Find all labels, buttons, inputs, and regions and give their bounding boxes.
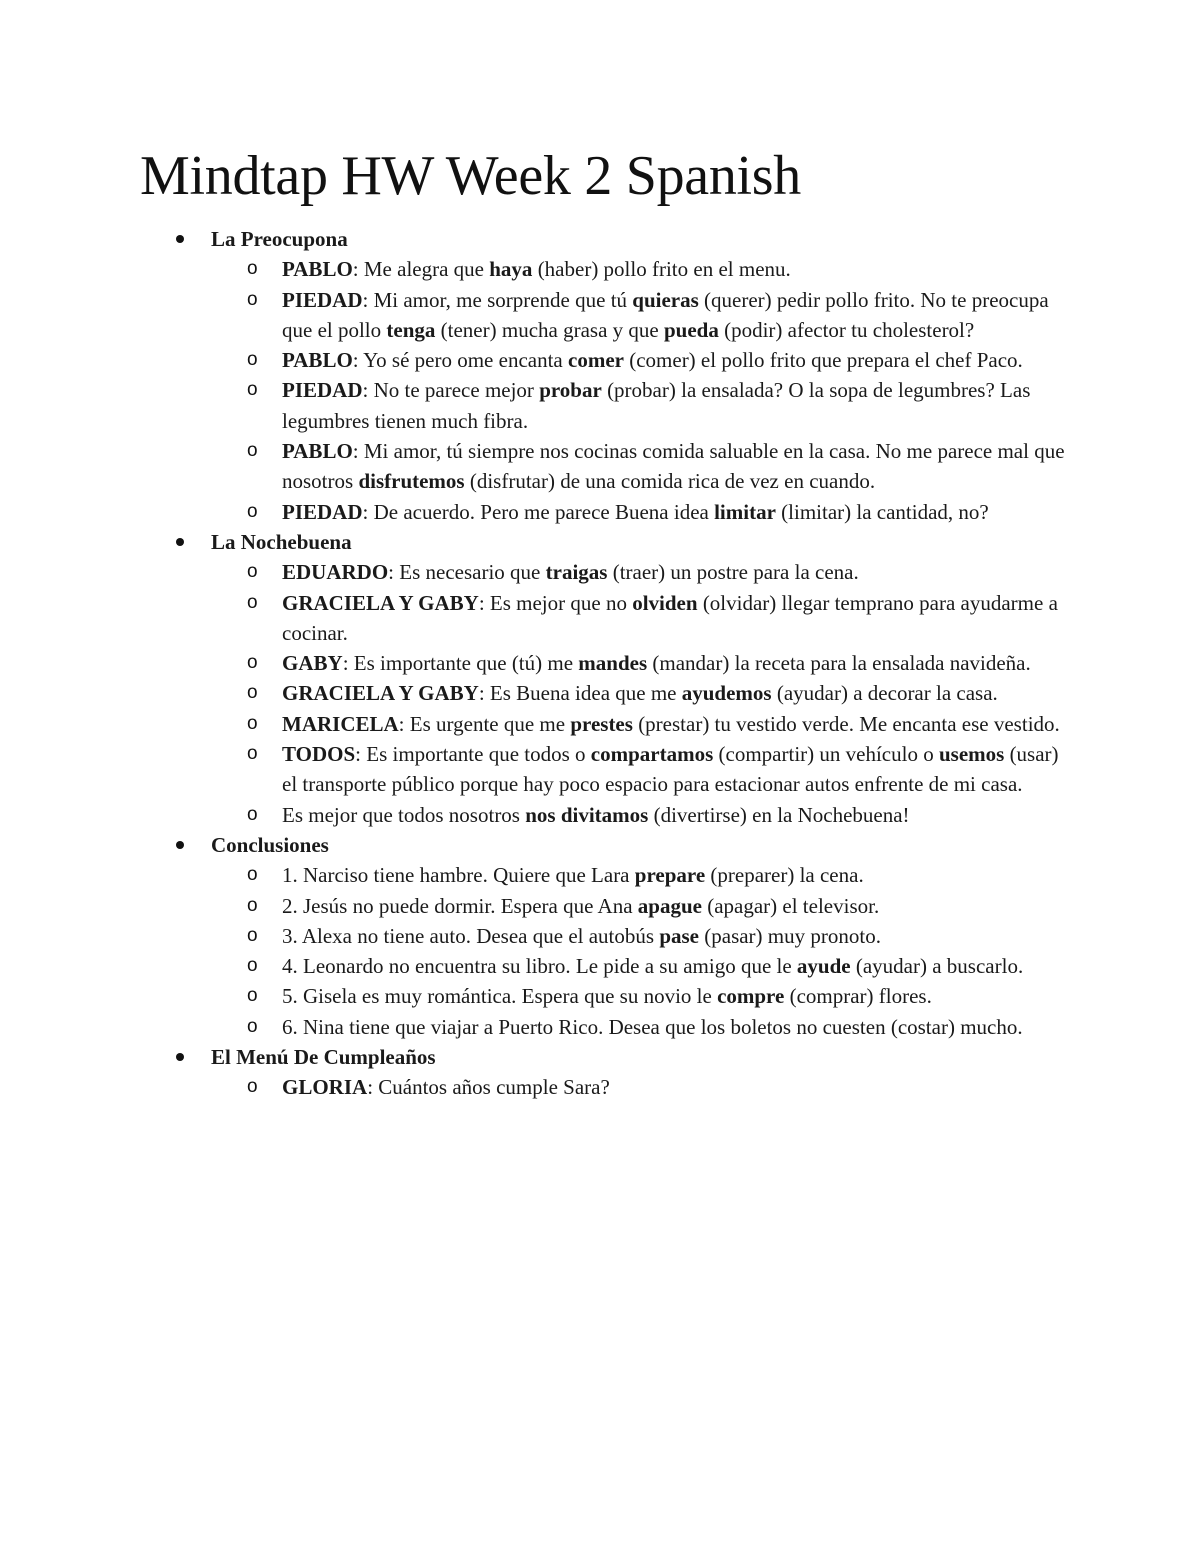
text-run: 4. Leonardo no encuentra su libro. Le pide a su amigo que le xyxy=(282,954,797,979)
text-run: (prestar) tu vestido verde. Me encanta ese vestido. xyxy=(632,711,1060,736)
section-list xyxy=(0,224,1200,1103)
list-item xyxy=(211,891,1072,921)
circle-bullet-icon: o xyxy=(247,743,258,765)
circle-bullet-icon: o xyxy=(247,955,258,977)
text-run: : Cuántos años cumple Sara? xyxy=(367,1075,610,1100)
circle-bullet-icon: o xyxy=(247,864,258,886)
circle-bullet-icon: o xyxy=(247,440,258,462)
bold-text: ayudemos xyxy=(681,681,772,706)
item-list xyxy=(211,557,1200,830)
item-text xyxy=(282,984,932,1008)
item-text xyxy=(282,560,859,584)
item-text xyxy=(282,924,881,948)
section-heading: Conclusiones xyxy=(211,832,329,857)
list-item xyxy=(211,860,1072,890)
text-run: (traer) un postre para la cena. xyxy=(607,560,859,585)
text-run: (limitar) la cantidad, no? xyxy=(775,499,989,524)
bold-text: GLORIA xyxy=(282,1075,368,1100)
text-run: : Es mejor que no xyxy=(478,590,633,615)
text-run: (divertirse) en la Nochebuena! xyxy=(648,802,910,827)
bold-text: GRACIELA Y GABY xyxy=(282,681,479,706)
item-text xyxy=(282,863,864,887)
circle-bullet-icon: o xyxy=(247,985,258,1007)
list-item xyxy=(211,375,1072,436)
section xyxy=(0,830,1200,1042)
text-run: (olvidar) llegar temprano para ayudarme a cocinar. xyxy=(282,590,1058,645)
page-title: Mindtap HW Week 2 Spanish xyxy=(140,145,801,207)
bold-text: disfrutemos xyxy=(358,469,465,494)
list-item xyxy=(211,254,1072,284)
item-text xyxy=(282,803,910,827)
item-text xyxy=(282,894,879,918)
text-run: (comprar) flores. xyxy=(784,984,932,1009)
circle-bullet-icon: o xyxy=(247,924,258,946)
circle-bullet-icon: o xyxy=(247,894,258,916)
bold-text: MARICELA xyxy=(282,711,399,736)
circle-bullet-icon: o xyxy=(247,652,258,674)
bullet-icon xyxy=(176,538,184,546)
text-run: (disfrutar) de una comida rica de vez en cuando. xyxy=(464,469,876,494)
circle-bullet-icon: o xyxy=(247,349,258,371)
bold-text: compre xyxy=(717,984,785,1009)
bold-text: GABY xyxy=(282,651,343,676)
list-item xyxy=(211,921,1072,951)
item-text xyxy=(282,712,1060,736)
text-run: 1. Narciso tiene hambre. Quiere que Lara xyxy=(282,863,635,888)
text-run: (preparer) la cena. xyxy=(705,863,864,888)
text-run: : Es importante que todos o xyxy=(355,742,591,767)
list-item xyxy=(211,497,1072,527)
text-run: 3. Alexa no tiene auto. Desea que el autobús xyxy=(282,923,660,948)
item-text xyxy=(282,257,791,281)
text-run: (tener) mucha grasa y que xyxy=(435,317,664,342)
bold-text: PIEDAD xyxy=(282,287,363,312)
text-run: 5. Gisela es muy romántica. Espera que su novio le xyxy=(282,984,718,1009)
text-run: (comer) el pollo frito que prepara el chef Paco. xyxy=(623,348,1023,373)
text-run: : Es Buena idea que me xyxy=(478,681,682,706)
text-run: : Es necesario que xyxy=(388,560,546,585)
item-list xyxy=(211,254,1200,527)
text-run: : De acuerdo. Pero me parece Buena idea xyxy=(362,499,715,524)
text-run: (pasar) muy pronoto. xyxy=(699,923,881,948)
item-text xyxy=(282,1075,610,1099)
text-run: : Es importante que (tú) me xyxy=(342,651,579,676)
bold-text: PABLO xyxy=(282,257,353,282)
item-text xyxy=(282,591,1058,645)
text-run: (haber) pollo frito en el menu. xyxy=(532,257,791,282)
text-run: (mandar) la receta para la ensalada navideña. xyxy=(647,651,1031,676)
list-item xyxy=(211,1012,1072,1042)
text-run: 6. Nina tiene que viajar a Puerto Rico. Desea que los boletos no cuesten (costar) mucho. xyxy=(282,1014,1023,1039)
list-item xyxy=(211,557,1072,587)
item-text xyxy=(282,500,989,524)
item-list xyxy=(211,1072,1200,1102)
list-item xyxy=(211,648,1072,678)
bullet-icon xyxy=(176,1053,184,1061)
item-text xyxy=(282,681,998,705)
text-run: (podir) afector tu cholesterol? xyxy=(718,317,975,342)
bold-text: quieras xyxy=(632,287,699,312)
text-run: : Me alegra que xyxy=(352,257,490,282)
list-item xyxy=(211,709,1072,739)
circle-bullet-icon: o xyxy=(247,500,258,522)
list-item xyxy=(211,951,1072,981)
bold-text: mandes xyxy=(578,651,648,676)
text-run: (compartir) un vehículo o xyxy=(713,742,939,767)
bold-text: EDUARDO xyxy=(282,560,389,585)
item-text xyxy=(282,742,1059,796)
bold-text: prestes xyxy=(570,711,633,736)
list-item xyxy=(211,678,1072,708)
circle-bullet-icon: o xyxy=(247,682,258,704)
section-heading: La Preocupona xyxy=(211,227,348,251)
item-text xyxy=(282,954,1023,978)
circle-bullet-icon: o xyxy=(247,712,258,734)
bold-text: compartamos xyxy=(590,742,714,767)
text-run: (ayudar) a decorar la casa. xyxy=(771,681,998,706)
circle-bullet-icon: o xyxy=(247,288,258,310)
item-text xyxy=(282,378,1030,432)
item-text xyxy=(282,439,1065,493)
bold-text: TODOS xyxy=(282,742,356,767)
text-run: (usar) el transporte público porque hay poco espacio para estacionar autos enfrente de mi casa. xyxy=(282,742,1059,797)
bullet-icon xyxy=(176,235,184,243)
text-run: Es mejor que todos nosotros xyxy=(282,802,526,827)
bold-text: nos divitamos xyxy=(525,802,649,827)
text-run: (querer) pedir pollo frito. No te preocupa que el pollo xyxy=(282,287,1049,342)
text-run: : Mi amor, tú siempre nos cocinas comida saluable en la casa. No me parece mal que nosotros xyxy=(282,439,1065,494)
section xyxy=(0,527,1200,830)
item-text xyxy=(282,288,1049,342)
bold-text: probar xyxy=(539,378,602,403)
list-item xyxy=(211,345,1072,375)
text-run: (apagar) el televisor. xyxy=(701,893,880,918)
circle-bullet-icon: o xyxy=(247,258,258,280)
bold-text: ayude xyxy=(796,954,851,979)
bold-text: traigas xyxy=(545,560,608,585)
bold-text: PIEDAD xyxy=(282,378,363,403)
bold-text: tenga xyxy=(386,317,436,342)
bold-text: PABLO xyxy=(282,348,353,373)
bullet-icon xyxy=(176,841,184,849)
text-run: (ayudar) a buscarlo. xyxy=(850,954,1024,979)
list-item xyxy=(211,285,1072,346)
bold-text: pueda xyxy=(663,317,719,342)
list-item xyxy=(211,739,1072,800)
circle-bullet-icon: o xyxy=(247,561,258,583)
circle-bullet-icon: o xyxy=(247,803,258,825)
bold-text: limitar xyxy=(714,499,776,524)
section xyxy=(0,224,1200,527)
circle-bullet-icon: o xyxy=(247,379,258,401)
bold-text: usemos xyxy=(938,742,1005,767)
bold-text: GRACIELA Y GABY xyxy=(282,590,479,615)
text-run: 2. Jesús no puede dormir. Espera que Ana xyxy=(282,893,638,918)
list-item xyxy=(211,436,1072,497)
bold-text: pase xyxy=(659,923,699,948)
text-run: (probar) la ensalada? O la sopa de legumbres? Las legumbres tienen much fibra. xyxy=(282,378,1031,433)
section-heading: El Menú De Cumpleaños xyxy=(211,1045,436,1070)
text-run: : No te parece mejor xyxy=(362,378,540,403)
list-item xyxy=(211,981,1072,1011)
section-heading: La Nochebuena xyxy=(211,529,352,554)
text-run: : Yo sé pero ome encanta xyxy=(352,348,568,373)
list-item xyxy=(211,588,1072,649)
item-list xyxy=(211,860,1200,1042)
bold-text: haya xyxy=(489,257,533,282)
text-run: : Es urgente que me xyxy=(398,711,571,736)
circle-bullet-icon: o xyxy=(247,1076,258,1098)
item-text xyxy=(282,1015,1023,1039)
section xyxy=(0,1042,1200,1103)
list-item xyxy=(211,1072,1072,1102)
bold-text: apague xyxy=(637,893,702,918)
item-text xyxy=(282,348,1023,372)
circle-bullet-icon: o xyxy=(247,1015,258,1037)
bold-text: PABLO xyxy=(282,439,353,464)
item-text xyxy=(282,651,1031,675)
circle-bullet-icon: o xyxy=(247,591,258,613)
bold-text: olviden xyxy=(632,590,698,615)
bold-text: PIEDAD xyxy=(282,499,363,524)
bold-text: prepare xyxy=(634,863,706,888)
list-item xyxy=(211,800,1072,830)
bold-text: comer xyxy=(568,348,624,373)
text-run: : Mi amor, me sorprende que tú xyxy=(362,287,633,312)
